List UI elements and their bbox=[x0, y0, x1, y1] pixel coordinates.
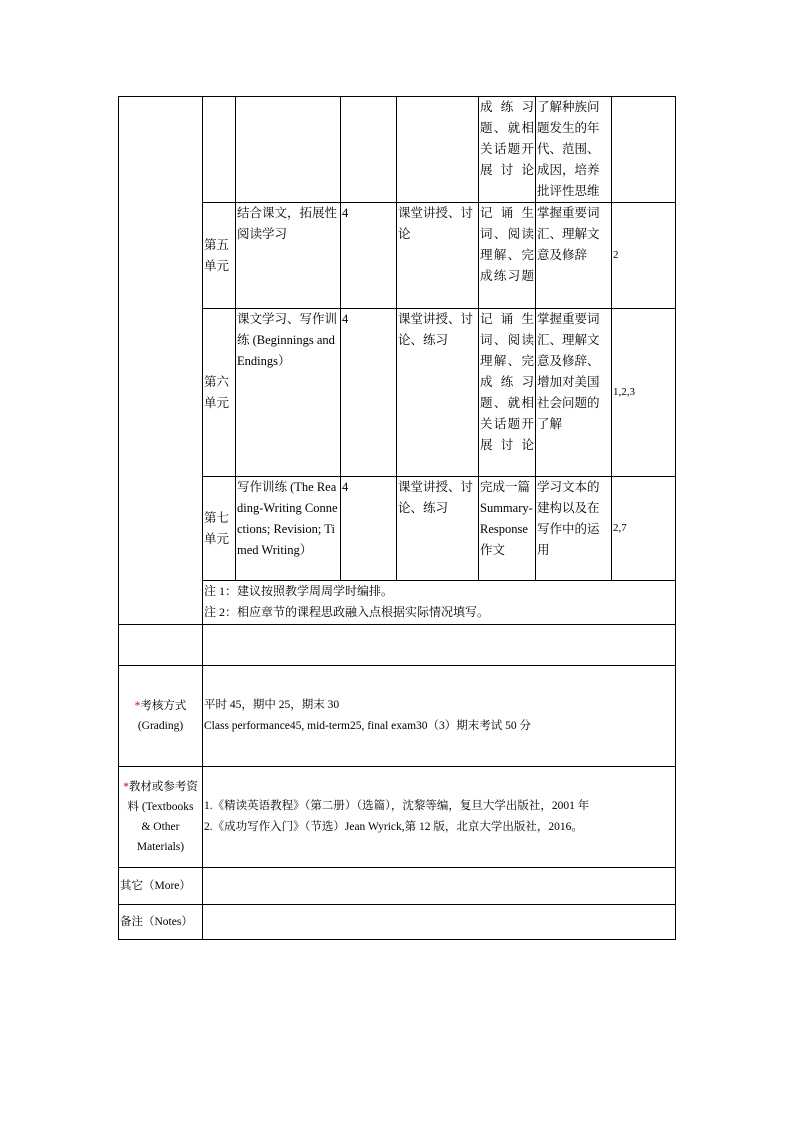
grading-value-cell bbox=[203, 666, 676, 767]
objective-cell: 2,7 bbox=[612, 477, 676, 581]
empty-value-cell bbox=[203, 625, 676, 666]
hours-cell: 4 bbox=[341, 309, 397, 477]
empty-left-cell bbox=[119, 97, 203, 625]
note-2: 注 2：相应章节的课程思政融入点根据实际情况填写。 bbox=[204, 605, 490, 619]
goal-cell: 掌握重要词汇、理解文意及修辞 bbox=[536, 203, 612, 309]
method-cell bbox=[397, 97, 479, 203]
textbooks-label-1: 教材或参考资 bbox=[128, 781, 198, 793]
note-1: 注 1：建议按照教学周周学时编排。 bbox=[204, 584, 394, 598]
grading-row bbox=[119, 666, 676, 767]
remarks-row bbox=[119, 905, 676, 940]
textbooks-value-cell bbox=[203, 767, 676, 868]
textbook-item-2: 2.《成功写作入门》（节选）Jean Wyrick,第 12 版，北京大学出版社，2016。 bbox=[204, 821, 583, 833]
table-row bbox=[119, 203, 676, 309]
table-row bbox=[119, 97, 676, 203]
method-cell: 课堂讲授、讨论、练习 bbox=[397, 477, 479, 581]
table-row bbox=[119, 477, 676, 581]
unit-cell: 第五单元 bbox=[203, 203, 236, 309]
content-cell bbox=[236, 97, 341, 203]
textbooks-label-cell bbox=[119, 767, 203, 868]
objective-cell bbox=[612, 97, 676, 203]
goal-cell: 掌握重要词汇、理解文意及修辞、增加对美国社会问题的了解 bbox=[536, 309, 612, 477]
grading-line-2: Class performance45, mid-term25, final exam30（3）期末考试 50 分 bbox=[204, 720, 532, 732]
required-star: * bbox=[123, 781, 129, 793]
grading-label-cell bbox=[119, 666, 203, 767]
textbook-item-1: 1.《精读英语教程》（第二册）（选篇），沈黎等编，复旦大学出版社，2001 年 bbox=[204, 800, 590, 812]
unit-cell bbox=[203, 97, 236, 203]
required-star: * bbox=[134, 700, 141, 712]
grading-line-1: 平时 45，期中 25，期末 30 bbox=[204, 699, 340, 711]
content-cell bbox=[236, 477, 341, 581]
goal-cell: 学习文本的建构以及在写作中的运用 bbox=[536, 477, 612, 581]
unit-cell: 第七单元 bbox=[203, 477, 236, 581]
content-text: 写作训练 (The Reading-Writing Connections; Revision; Timed Writing） bbox=[237, 480, 338, 557]
grading-label-en: (Grading) bbox=[137, 720, 184, 732]
empty-row bbox=[119, 625, 676, 666]
content-cell bbox=[236, 309, 341, 477]
remarks-label-cell: 备注（Notes） bbox=[119, 905, 203, 940]
textbooks-label-2: 料 (Textbooks bbox=[127, 801, 194, 813]
task-cell: 记诵生词、阅读理解、完成练习题 bbox=[479, 203, 536, 309]
textbooks-label-3: & Other bbox=[141, 821, 180, 833]
notes-cell bbox=[203, 581, 676, 625]
hours-cell: 4 bbox=[341, 203, 397, 309]
task-cell: 完成一篇 Summary-Response 作文 bbox=[479, 477, 536, 581]
hours-cell: 4 bbox=[341, 477, 397, 581]
task-cell: 记诵生词、阅读理解、完成练习题、就相关话题开展讨论 bbox=[479, 309, 536, 477]
other-row bbox=[119, 868, 676, 905]
other-value-cell bbox=[203, 868, 676, 905]
table-row bbox=[119, 309, 676, 477]
unit-cell: 第六单元 bbox=[203, 309, 236, 477]
grading-label-cn: 考核方式 bbox=[140, 700, 187, 712]
content-cell: 结合课文，拓展性阅读学习 bbox=[236, 203, 341, 309]
empty-label-cell bbox=[119, 625, 203, 666]
notes-row bbox=[119, 581, 676, 625]
remarks-value-cell bbox=[203, 905, 676, 940]
task-cell: 成练习题、就相关话题开展讨论 bbox=[479, 97, 536, 203]
goal-cell: 了解种族问题发生的年代、范围、成因，培养批评性思维 bbox=[536, 97, 612, 203]
content-text: 课文学习、写作训练 (Beginnings and Endings） bbox=[237, 312, 338, 368]
hours-cell bbox=[341, 97, 397, 203]
method-cell: 课堂讲授、讨论 bbox=[397, 203, 479, 309]
objective-cell: 1,2,3 bbox=[612, 309, 676, 477]
objective-cell: 2 bbox=[612, 203, 676, 309]
textbooks-row bbox=[119, 767, 676, 868]
textbooks-label-4: Materials) bbox=[136, 841, 185, 853]
other-label-cell: 其它（More） bbox=[119, 868, 203, 905]
method-cell: 课堂讲授、讨论、练习 bbox=[397, 309, 479, 477]
course-schedule-table bbox=[118, 96, 676, 940]
